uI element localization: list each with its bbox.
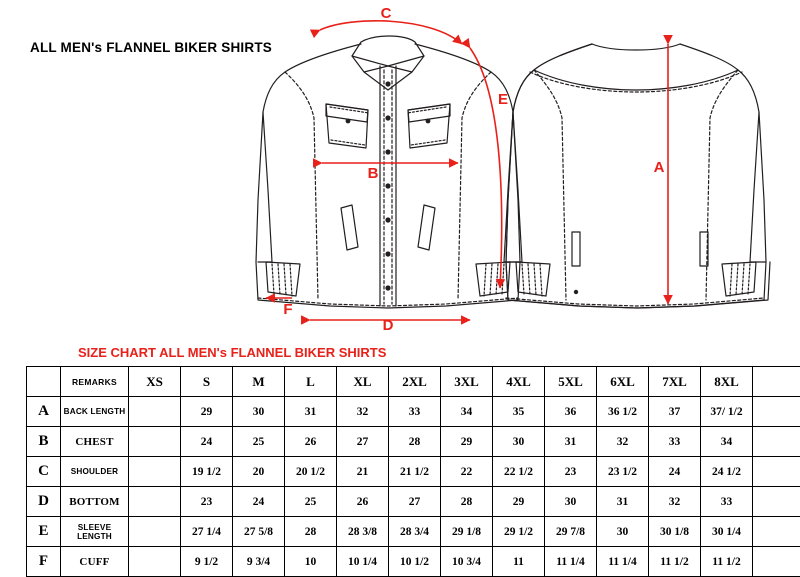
header-cell-xl: XL [337,367,389,397]
row-remark-a: BACK LENGTH [61,397,129,427]
cell-b-xs [129,427,181,457]
row-remark-d: BOTTOM [61,487,129,517]
header-cell-l: L [285,367,337,397]
cell-a-l: 31 [285,397,337,427]
table-row [27,487,800,517]
cell-f-l: 10 [285,547,337,577]
cell-d-5xl: 30 [545,487,597,517]
row-label-f: F [27,547,61,577]
row-remark-f: CUFF [61,547,129,577]
table-header-row [27,367,800,397]
cell-c-s: 19 1/2 [181,457,233,487]
size-chart-table-wrap [26,366,774,577]
row-remark-e: SLEEVE LENGTH [61,517,129,547]
header-cell-5xl: 5XL [545,367,597,397]
measure-label-d: D [383,317,394,334]
cell-c-xl: 21 [337,457,389,487]
cell-d-l: 25 [285,487,337,517]
cell-a-s: 29 [181,397,233,427]
cell-d-xl: 26 [337,487,389,517]
measure-label-b: B [368,165,379,182]
cell-f-tail [753,547,800,577]
cell-a-3xl: 34 [441,397,493,427]
cell-f-2xl: 10 1/2 [389,547,441,577]
size-chart-title: SIZE CHART ALL MEN's FLANNEL BIKER SHIRTS [78,345,386,360]
cell-c-7xl: 24 [649,457,701,487]
cell-e-8xl: 30 1/4 [701,517,753,547]
cell-b-2xl: 28 [389,427,441,457]
cell-c-4xl: 22 1/2 [493,457,545,487]
cell-f-8xl: 11 1/2 [701,547,753,577]
cell-a-8xl: 37/ 1/2 [701,397,753,427]
cell-a-xl: 32 [337,397,389,427]
row-remark-c: SHOULDER [61,457,129,487]
table-row [27,457,800,487]
cell-b-6xl: 32 [597,427,649,457]
size-chart-table [26,366,800,577]
cell-f-xs [129,547,181,577]
cell-d-6xl: 31 [597,487,649,517]
table-row [27,517,800,547]
cell-e-xl: 28 3/8 [337,517,389,547]
cell-a-m: 30 [233,397,285,427]
cell-d-8xl: 33 [701,487,753,517]
cell-e-7xl: 30 1/8 [649,517,701,547]
cell-e-m: 27 5/8 [233,517,285,547]
cell-a-7xl: 37 [649,397,701,427]
header-cell-remarks: REMARKS [61,367,129,397]
cell-c-2xl: 21 1/2 [389,457,441,487]
cell-d-tail [753,487,800,517]
header-cell-tail [753,367,800,397]
cell-d-3xl: 28 [441,487,493,517]
cell-e-l: 28 [285,517,337,547]
cell-e-xs [129,517,181,547]
header-cell-4xl: 4XL [493,367,545,397]
cell-a-2xl: 33 [389,397,441,427]
cell-c-3xl: 22 [441,457,493,487]
cell-b-7xl: 33 [649,427,701,457]
header-cell-xs: XS [129,367,181,397]
cell-c-xs [129,457,181,487]
cell-e-2xl: 28 3/4 [389,517,441,547]
cell-b-l: 26 [285,427,337,457]
header-cell-8xl: 8XL [701,367,753,397]
cell-c-6xl: 23 1/2 [597,457,649,487]
measure-label-c: C [381,5,392,22]
cell-b-5xl: 31 [545,427,597,457]
cell-e-tail [753,517,800,547]
cell-f-7xl: 11 1/2 [649,547,701,577]
cell-c-tail [753,457,800,487]
cell-d-4xl: 29 [493,487,545,517]
cell-c-8xl: 24 1/2 [701,457,753,487]
header-cell-2xl: 2XL [389,367,441,397]
cell-c-5xl: 23 [545,457,597,487]
cell-e-6xl: 30 [597,517,649,547]
row-label-b: B [27,427,61,457]
cell-d-2xl: 27 [389,487,441,517]
cell-a-tail [753,397,800,427]
header-cell-6xl: 6XL [597,367,649,397]
measure-label-a: A [654,159,665,176]
cell-b-8xl: 34 [701,427,753,457]
row-label-a: A [27,397,61,427]
cell-b-4xl: 30 [493,427,545,457]
cell-b-3xl: 29 [441,427,493,457]
front-shirt-illustration [256,36,520,308]
cell-d-7xl: 32 [649,487,701,517]
cell-f-xl: 10 1/4 [337,547,389,577]
cell-e-3xl: 29 1/8 [441,517,493,547]
cell-f-5xl: 11 1/4 [545,547,597,577]
cell-a-6xl: 36 1/2 [597,397,649,427]
cell-d-s: 23 [181,487,233,517]
cell-a-xs [129,397,181,427]
cell-d-xs [129,487,181,517]
cell-e-5xl: 29 7/8 [545,517,597,547]
cell-d-m: 24 [233,487,285,517]
cell-a-4xl: 35 [493,397,545,427]
cell-b-xl: 27 [337,427,389,457]
row-label-c: C [27,457,61,487]
header-cell-7xl: 7XL [649,367,701,397]
measure-label-f: F [283,301,292,318]
cell-f-s: 9 1/2 [181,547,233,577]
cell-f-m: 9 3/4 [233,547,285,577]
measure-label-e: E [498,91,508,108]
row-label-d: D [27,487,61,517]
cell-b-m: 25 [233,427,285,457]
cell-c-m: 20 [233,457,285,487]
table-row [27,547,800,577]
row-remark-b: CHEST [61,427,129,457]
cell-c-l: 20 1/2 [285,457,337,487]
header-cell-m: M [233,367,285,397]
cell-f-6xl: 11 1/4 [597,547,649,577]
cell-f-4xl: 11 [493,547,545,577]
cell-f-3xl: 10 3/4 [441,547,493,577]
page-title: ALL MEN's FLANNEL BIKER SHIRTS [30,40,272,55]
header-cell-s: S [181,367,233,397]
back-shirt-illustration [506,44,770,308]
cell-e-4xl: 29 1/2 [493,517,545,547]
row-label-e: E [27,517,61,547]
table-row [27,427,800,457]
cell-b-tail [753,427,800,457]
cell-e-s: 27 1/4 [181,517,233,547]
cell-b-s: 24 [181,427,233,457]
table-row [27,397,800,427]
cell-a-5xl: 36 [545,397,597,427]
header-cell-blank [27,367,61,397]
header-cell-3xl: 3XL [441,367,493,397]
